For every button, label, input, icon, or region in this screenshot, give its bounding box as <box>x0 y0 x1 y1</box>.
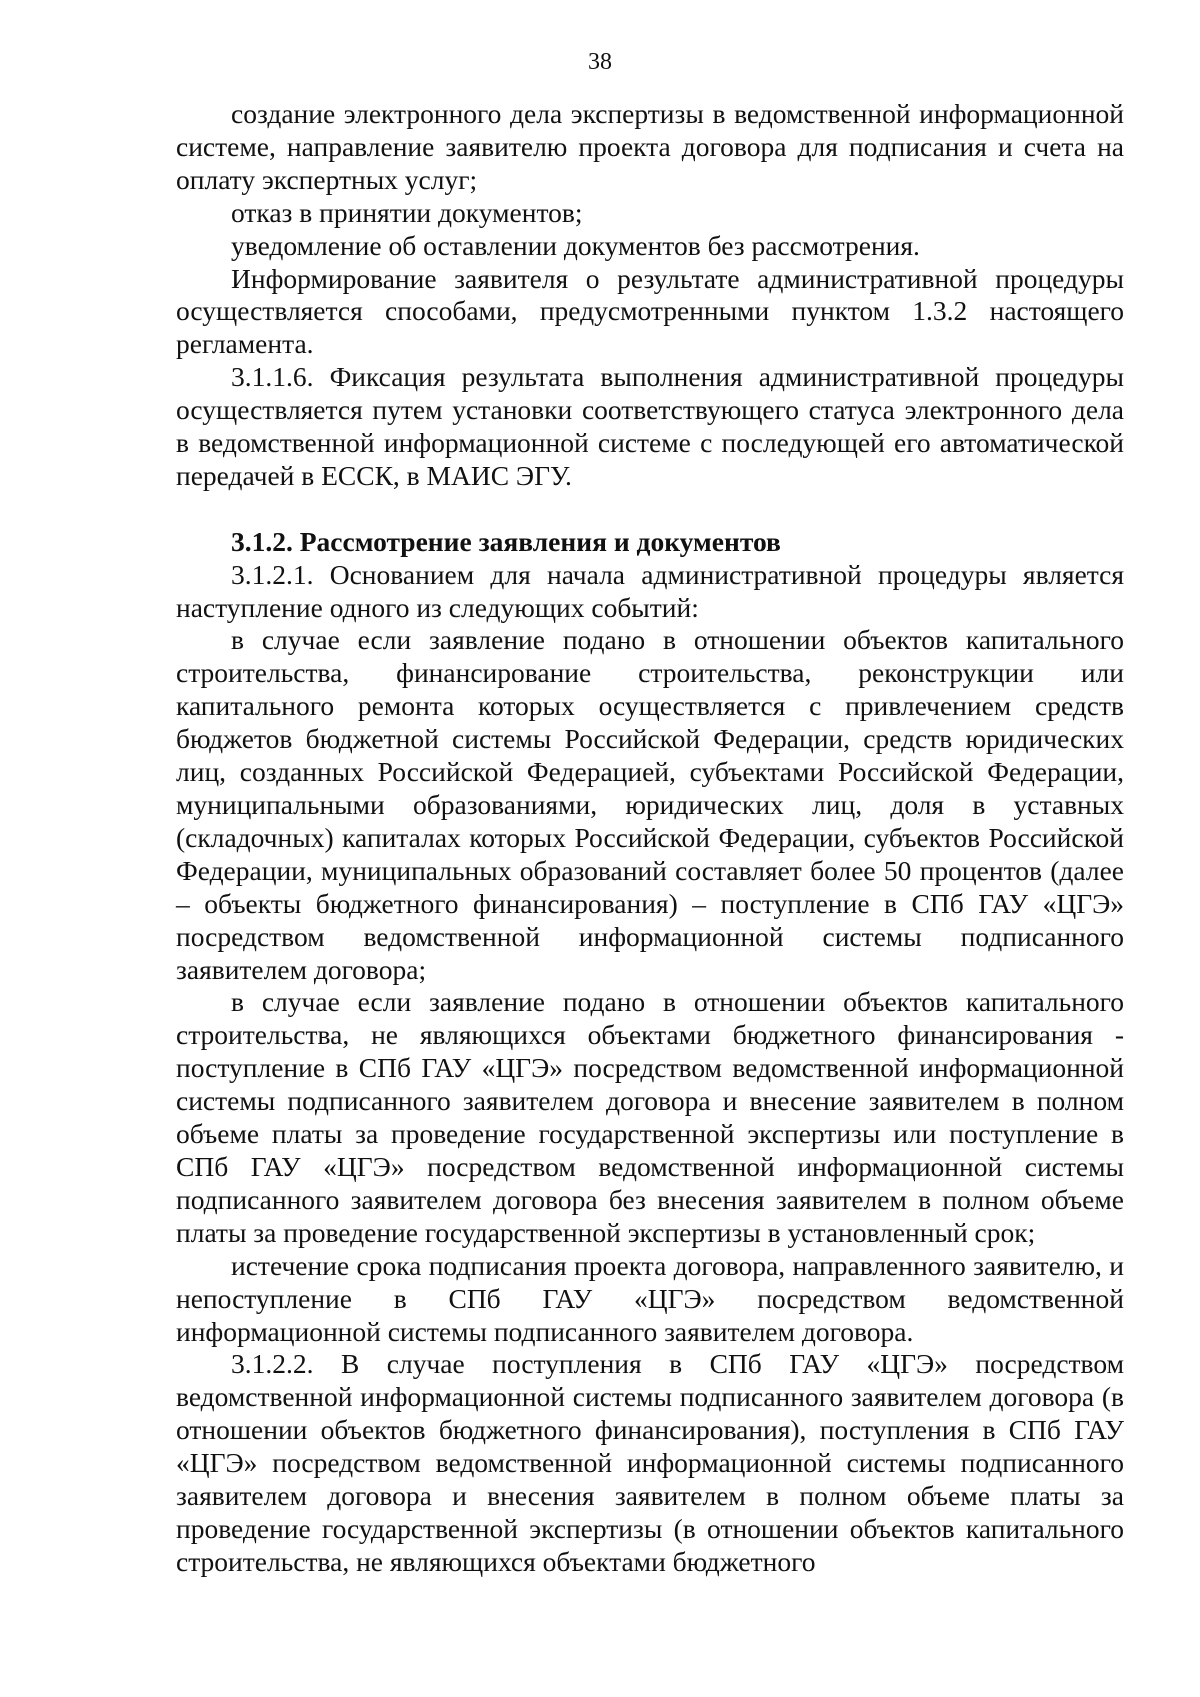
paragraph-expiry: истечение срока подписания проекта договора, направленного заявителю, и непоступление в СПб ГАУ «ЦГЭ» посредством ведомственной информационной системы подписанного заявителем договора. <box>176 1249 1124 1347</box>
paragraph-informing: Информирование заявителя о результате административной процедуры осуществляется способами, предусмотренными пунктом 1.3.2 настоящего регламента. <box>176 262 1124 360</box>
section-heading: 3.1.2. Рассмотрение заявления и документов <box>231 525 781 557</box>
paragraph-budget-objects: в случае если заявление подано в отношении объектов капитального строительства, финансирование строительства, реконструкции или капитального ремонта которых осуществляется с привлечением средств бюджетов бюджетной системы Российской Федерации, средств юридических лиц, созданных Российской Федерацией, субъектами Российской Федерации, муниципальными образованиями, юридических лиц, доля в уставных (складочных) капиталах которых Российской Федерации, субъектов Российской Федерации, муниципальных образований составляет более 50 процентов (далее – объекты бюджетного финансирования) – поступление в СПб ГАУ «ЦГЭ» посредством ведомственной информационной системы подписанного заявителем договора; <box>176 624 1124 985</box>
paragraph-3-1-2-2: 3.1.2.2. В случае поступления в СПб ГАУ «ЦГЭ» посредством ведомственной информационной системы подписанного заявителем договора (в отношении объектов бюджетного финансирования), поступления в СПб ГАУ «ЦГЭ» посредством ведомственной информационной системы подписанного заявителем договора и внесения заявителем в полном объеме платы за проведение государственной экспертизы (в отношении объектов капитального строительства, не являющихся объектами бюджетного <box>176 1348 1124 1577</box>
paragraph-create-case: создание электронного дела экспертизы в ведомственной информационной системе, направление заявителю проекта договора для подписания и счета на оплату экспертных услуг; <box>176 98 1124 195</box>
paragraph-refusal: отказ в принятии документов; <box>231 196 583 228</box>
body-text <box>176 98 1124 1579</box>
paragraph-3-1-2-1: 3.1.2.1. Основанием для начала административной процедуры является наступление одного из следующих событий: <box>176 558 1124 623</box>
paragraph-notice: уведомление об оставлении документов без рассмотрения. <box>231 229 920 261</box>
paragraph-3-1-1-6: 3.1.1.6. Фиксация результата выполнения административной процедуры осуществляется путем установки соответствующего статуса электронного дела в ведомственной информационной системе с последующей его автоматической передачей в ЕССК, в МАИС ЭГУ. <box>176 361 1124 491</box>
page-number: 38 <box>588 49 612 75</box>
paragraph-non-budget-objects: в случае если заявление подано в отношении объектов капитального строительства, не являющихся объектами бюджетного финансирования - поступление в СПб ГАУ «ЦГЭ» посредством ведомственной информационной системы подписанного заявителем договора и внесение заявителем в полном объеме платы за проведение государственной экспертизы или поступление в СПб ГАУ «ЦГЭ» посредством ведомственной информационной системы подписанного заявителем договора без внесения заявителем в полном объеме платы за проведение государственной экспертизы в установленный срок; <box>176 986 1124 1248</box>
